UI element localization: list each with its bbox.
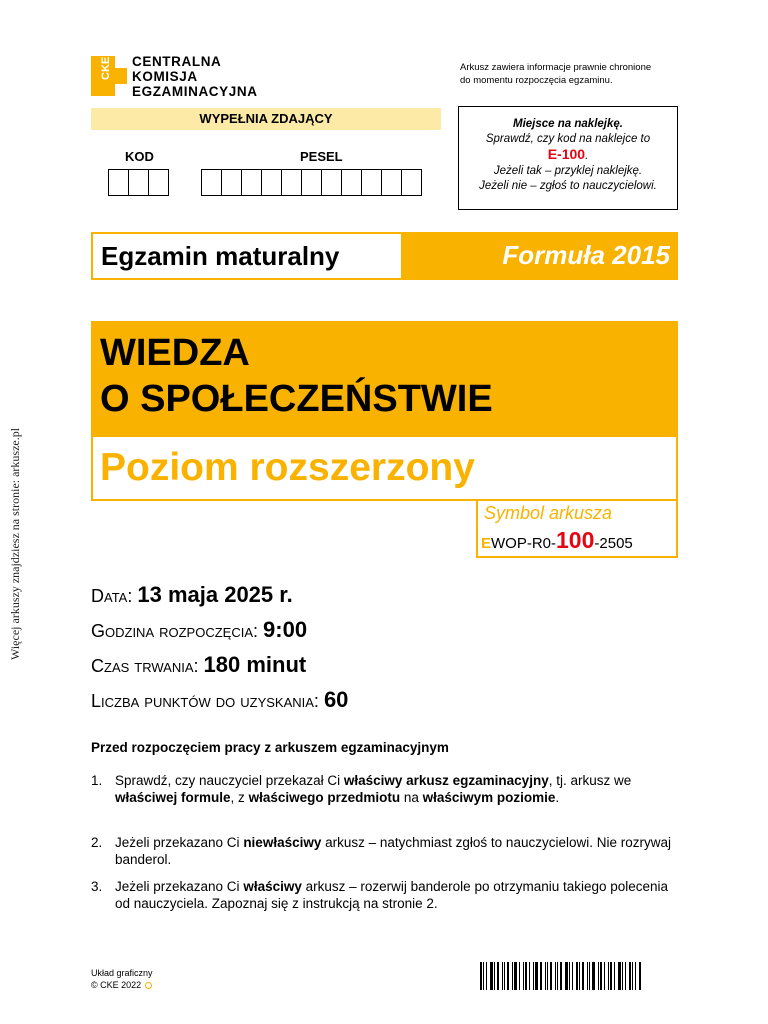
barcode-bar <box>504 962 505 990</box>
barcode-bar <box>560 962 562 990</box>
digit-box[interactable] <box>148 169 169 196</box>
info-duration: Czas trwania: 180 minut <box>91 652 307 677</box>
barcode-bar <box>483 962 484 990</box>
cke-logo-icon <box>91 56 127 96</box>
barcode-bar <box>589 962 590 990</box>
exam-name: Egzamin maturalny <box>91 232 403 280</box>
barcode-bar <box>555 962 556 990</box>
footer-copyright: © CKE 2022 <box>91 980 142 990</box>
instruction-emphasis: właściwym poziomie <box>422 790 556 805</box>
barcode-bar <box>494 962 495 990</box>
digit-box[interactable] <box>108 169 129 196</box>
instruction-number: 3. <box>91 879 103 894</box>
pesel-input-boxes[interactable] <box>202 169 422 196</box>
subject-line-2: O SPOŁECZEŃSTWIE <box>100 378 493 420</box>
instructions-heading: Przed rozpoczęciem pracy z arkuszem egzaminacyjnym <box>91 740 449 755</box>
barcode-bar <box>614 962 615 990</box>
barcode-bar <box>547 962 548 990</box>
logo-line-2: KOMISJA <box>132 69 198 84</box>
barcode-bar <box>572 962 573 990</box>
symbol-prefix: E <box>481 535 492 552</box>
barcode-bar <box>523 962 524 990</box>
instruction-item <box>91 772 671 806</box>
symbol-part: WOP-R0- <box>491 535 557 552</box>
barcode-bar <box>618 962 621 990</box>
instruction-emphasis: właściwej formule <box>115 790 231 805</box>
barcode-bar <box>535 962 538 990</box>
barcode-bar <box>507 962 509 990</box>
exam-formula: Formuła 2015 <box>502 240 670 270</box>
svg-text:CKE: CKE <box>100 56 112 80</box>
instruction-item <box>91 834 671 868</box>
barcode-bar <box>557 962 558 990</box>
barcode-bar <box>569 962 570 990</box>
legal-note <box>460 61 690 87</box>
barcode-bar <box>639 962 641 990</box>
sticker-yes-text: Jeżeli tak – przyklej naklejkę. <box>493 165 643 177</box>
barcode-bar <box>514 962 517 990</box>
instruction-text <box>115 772 671 806</box>
digit-box[interactable] <box>201 169 222 196</box>
kod-input-boxes[interactable] <box>109 169 169 196</box>
sticker-check-text: Sprawdź, czy kod na naklejce to <box>485 133 651 145</box>
digit-box[interactable] <box>361 169 382 196</box>
subject-line-1: WIEDZA <box>100 332 250 374</box>
legal-note-line-1: Arkusz zawiera informacje prawnie chronione <box>460 62 652 73</box>
instruction-fragment: arkusz – natychmiast zgłoś to nauczycielowi. Nie rozrywaj banderol. <box>115 835 671 867</box>
sticker-no-text: Jeżeli nie – zgłoś to nauczycielowi. <box>479 180 657 192</box>
instruction-fragment: arkusz – rozerwij banderole po otrzymaniu takiego polecenia od nauczyciela. Zapoznaj się z instrukcją na stronie 2. <box>115 879 669 911</box>
barcode-bar <box>579 962 580 990</box>
sticker-title: Miejsce na naklejkę. <box>513 118 623 130</box>
barcode-bar <box>512 962 513 990</box>
instruction-fragment: Sprawdź, czy nauczyciel przekazał Ci <box>115 773 344 788</box>
instruction-fragment: , tj. arkusz we <box>548 773 632 788</box>
points-value: 60 <box>323 687 349 712</box>
subject-title <box>100 330 493 422</box>
instruction-emphasis: niewłaściwy <box>243 835 322 850</box>
info-start-time: Godzina rozpoczęcia: 9:00 <box>91 617 308 642</box>
footer <box>91 967 153 991</box>
barcode-bar <box>587 962 588 990</box>
points-label: Liczba punktów do uzyskania <box>91 691 314 711</box>
digit-box[interactable] <box>321 169 342 196</box>
info-date: Data: 13 maja 2025 r. <box>91 582 293 607</box>
symbol-code <box>481 527 633 554</box>
circle-icon <box>145 982 152 989</box>
barcode-bar <box>565 962 568 990</box>
digit-box[interactable] <box>241 169 262 196</box>
digit-box[interactable] <box>128 169 149 196</box>
digit-box[interactable] <box>381 169 402 196</box>
pesel-label: PESEL <box>300 149 343 164</box>
kod-label: KOD <box>125 149 154 164</box>
digit-box[interactable] <box>281 169 302 196</box>
barcode-bar <box>490 962 493 990</box>
digit-box[interactable] <box>301 169 322 196</box>
digit-box[interactable] <box>261 169 282 196</box>
instruction-emphasis: właściwy arkusz egzaminacyjny <box>343 773 549 788</box>
instruction-emphasis: właściwy <box>243 879 302 894</box>
barcode-bar <box>635 962 636 990</box>
barcode-bar <box>502 962 503 990</box>
duration-value: 180 minut <box>203 652 307 677</box>
instruction-text <box>115 878 671 912</box>
symbol-number: 100 <box>556 527 595 553</box>
barcode-bar <box>533 962 534 990</box>
instruction-number: 1. <box>91 773 103 788</box>
instruction-number: 2. <box>91 835 103 850</box>
barcode-bar <box>497 962 499 990</box>
barcode-bar <box>610 962 612 990</box>
instruction-emphasis: właściwego przedmiotu <box>248 790 401 805</box>
barcode-bar <box>592 962 595 990</box>
instruction-fragment: na <box>400 790 423 805</box>
symbol-label: Symbol arkusza <box>484 503 613 523</box>
fill-by-candidate-band: WYPEŁNIA ZDAJĄCY <box>91 108 441 130</box>
barcode-bar <box>608 962 609 990</box>
barcode-bar <box>582 962 584 990</box>
instruction-text <box>115 834 671 868</box>
logo-line-1: CENTRALNA <box>132 54 222 69</box>
barcode-bar <box>519 962 520 990</box>
sticker-area <box>458 106 678 210</box>
barcode-bar <box>625 962 626 990</box>
barcode-bar <box>529 962 530 990</box>
instruction-item <box>91 878 671 912</box>
barcode-bar <box>545 962 546 990</box>
logo-line-3: EGZAMINACYJNA <box>132 84 258 99</box>
footer-layout-text: Układ graficzny <box>91 968 153 978</box>
instruction-fragment: , z <box>230 790 249 805</box>
barcode-bar <box>480 962 482 990</box>
info-points: Liczba punktów do uzyskania: 60 <box>91 687 349 712</box>
digit-box[interactable] <box>401 169 422 196</box>
instruction-fragment: Jeżeli przekazano Ci <box>115 879 244 894</box>
barcode-bar <box>540 962 542 990</box>
barcode-bar <box>600 962 602 990</box>
instruction-fragment: . <box>555 790 560 805</box>
barcode-bar <box>622 962 623 990</box>
barcode-bar <box>598 962 599 990</box>
sticker-code: E-100 <box>547 146 586 162</box>
level-text: Poziom rozszerzony <box>100 446 475 489</box>
barcode-bar <box>629 962 631 990</box>
digit-box[interactable] <box>341 169 362 196</box>
duration-label: Czas trwania <box>91 656 194 676</box>
barcode-bar <box>525 962 527 990</box>
barcode-bar <box>486 962 487 990</box>
legal-note-line-2: do momentu rozpoczęcia egzaminu. <box>460 75 613 86</box>
barcode-bar <box>632 962 633 990</box>
side-watermark-text: Więcej arkuszy znajdziesz na stronie: arkusze.pl <box>8 427 22 660</box>
start-time-value: 9:00 <box>263 617 308 642</box>
barcode-bar <box>604 962 605 990</box>
date-value: 13 maja 2025 r. <box>137 582 293 607</box>
cke-logo-text <box>132 54 258 99</box>
barcode-bar <box>550 962 552 990</box>
date-label: Data <box>91 586 128 606</box>
sticker-code-suffix: . <box>585 150 589 162</box>
barcode <box>480 962 670 990</box>
start-time-label: Godzina rozpoczęcia <box>91 621 254 641</box>
barcode-bar <box>576 962 578 990</box>
digit-box[interactable] <box>221 169 242 196</box>
symbol-suffix: -2505 <box>594 535 633 552</box>
instruction-fragment: Jeżeli przekazano Ci <box>115 835 244 850</box>
